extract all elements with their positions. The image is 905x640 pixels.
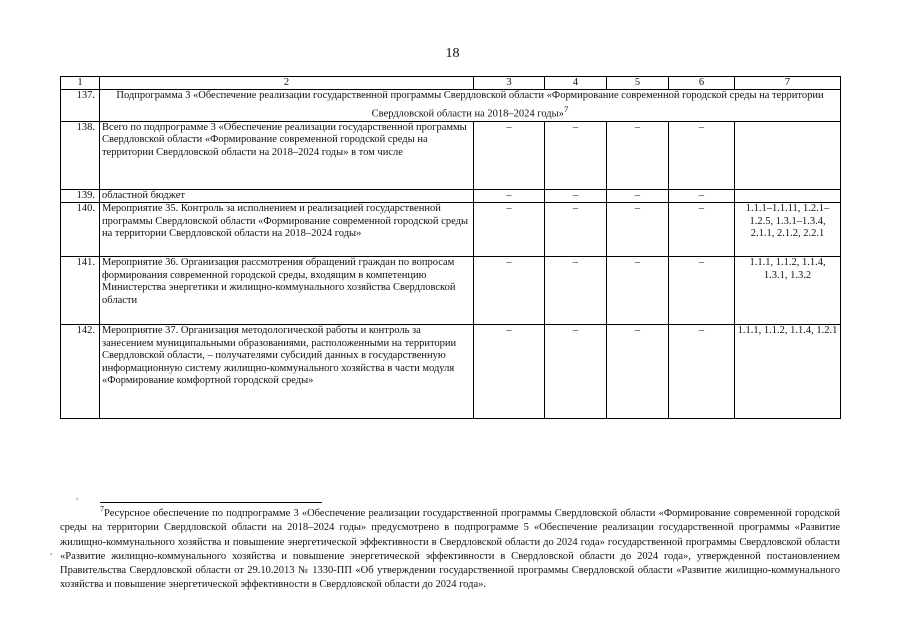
row-number: 141. — [61, 257, 100, 325]
scan-mark: , — [76, 491, 79, 501]
subprogram-row — [61, 90, 841, 122]
budget-table — [60, 76, 841, 419]
value-col-6: – — [669, 325, 735, 419]
value-col-4: – — [545, 325, 607, 419]
target-indicators: 1.1.1–1.1.11, 1.2.1–1.2.5, 1.3.1–1.3.4, 2.1.1, 2.1.2, 2.2.1 — [735, 203, 841, 257]
value-col-6: – — [669, 203, 735, 257]
value-col-3: – — [474, 121, 545, 189]
target-indicators: 1.1.1, 1.1.2, 1.1.4, 1.3.1, 1.3.2 — [735, 257, 841, 325]
subprogram-title: Подпрограмма 3 «Обеспечение реализации государственной программы Свердловской области «Формирование современной городской среды на территории Свердловской области на 2018–2024 годы» — [116, 90, 824, 119]
row-number: 139. — [61, 189, 100, 203]
column-number-cell: 1 — [61, 77, 100, 90]
row-description: областной бюджет — [100, 189, 474, 203]
footnote-reference: 7 — [563, 103, 569, 114]
footnote — [60, 504, 840, 593]
value-col-3: – — [474, 257, 545, 325]
target-indicators: 1.1.1, 1.1.2, 1.1.4, 1.2.1 — [735, 325, 841, 419]
value-col-4: – — [545, 257, 607, 325]
value-col-4: – — [545, 121, 607, 189]
column-number-cell: 6 — [669, 77, 735, 90]
footnote-separator — [100, 502, 322, 503]
value-col-5: – — [607, 203, 669, 257]
row-description: Всего по подпрограмме 3 «Обеспечение реализации государственной программы Свердловской области «Формирование современной городской среды на территории Свердловской области на 2018–2024 годы» в том числе — [100, 121, 474, 189]
column-number-cell: 2 — [100, 77, 474, 90]
table-row — [61, 325, 841, 419]
footnote-marker: 7 — [100, 504, 104, 514]
value-col-6: – — [669, 121, 735, 189]
table-row — [61, 121, 841, 189]
target-indicators — [735, 189, 841, 203]
value-col-5: – — [607, 257, 669, 325]
target-indicators — [735, 121, 841, 189]
row-description: Мероприятие 37. Организация методологической работы и контроль за занесением муниципальными образованиями, расположенными на территории Свердловской области, – получателями субсидий данных в государственную информационную систему жилищно-коммунального хозяйства в части модуля «Формирование комфортной городской среды» — [100, 325, 474, 419]
value-col-5: – — [607, 121, 669, 189]
column-number-cell: 3 — [474, 77, 545, 90]
value-col-3: – — [474, 203, 545, 257]
column-number-cell: 4 — [545, 77, 607, 90]
subprogram-title-cell — [100, 90, 841, 122]
row-description: Мероприятие 35. Контроль за исполнением и реализацией государственной программы Свердловской области «Формирование современной городской среды на территории Свердловской области на 2018–2024 годы» — [100, 203, 474, 257]
column-number-cell: 5 — [607, 77, 669, 90]
row-number: 137. — [61, 90, 100, 122]
value-col-5: – — [607, 189, 669, 203]
row-number: 142. — [61, 325, 100, 419]
row-number: 138. — [61, 121, 100, 189]
page-number: 18 — [445, 46, 460, 61]
column-number-cell: 7 — [735, 77, 841, 90]
value-col-3: – — [474, 325, 545, 419]
value-col-6: – — [669, 189, 735, 203]
table-row — [61, 257, 841, 325]
row-number: 140. — [61, 203, 100, 257]
value-col-4: – — [545, 203, 607, 257]
row-description: Мероприятие 36. Организация рассмотрения обращений граждан по вопросам формирования современной городской среды, входящим в компетенцию Министерства энергетики и жилищно-коммунального хозяйства Свердловской области — [100, 257, 474, 325]
value-col-6: – — [669, 257, 735, 325]
table-row — [61, 189, 841, 203]
value-col-5: – — [607, 325, 669, 419]
column-number-row — [61, 77, 841, 90]
value-col-4: – — [545, 189, 607, 203]
footnote-text: Ресурсное обеспечение по подпрограмме 3 «Обеспечение реализации государственной программы Свердловской области «Формирование современной городской среды на территории Свердловской области на 2018–2024 годы» предусмотрено в подпрограмме 5 «Обеспечение реализации государственной программы «Развитие жилищно-коммунального хозяйства и повышение энергетической эффективности в Свердловской области до 2024 года» государственной программы Свердловской области «Развитие жилищно-коммунального хозяйства и повышение энергетической эффективности в Свердловской области до 2024 года», утвержденной постановлением Правительства Свердловской области от 29.10.2013 № 1330-ПП «Об утверждении государственной программы Свердловской области «Развитие жилищно-коммунального хозяйства и повышение энергетической эффективности в Свердловской области до 2024 года». — [60, 508, 840, 591]
value-col-3: – — [474, 189, 545, 203]
table-row — [61, 203, 841, 257]
scan-mark: , — [50, 546, 53, 556]
